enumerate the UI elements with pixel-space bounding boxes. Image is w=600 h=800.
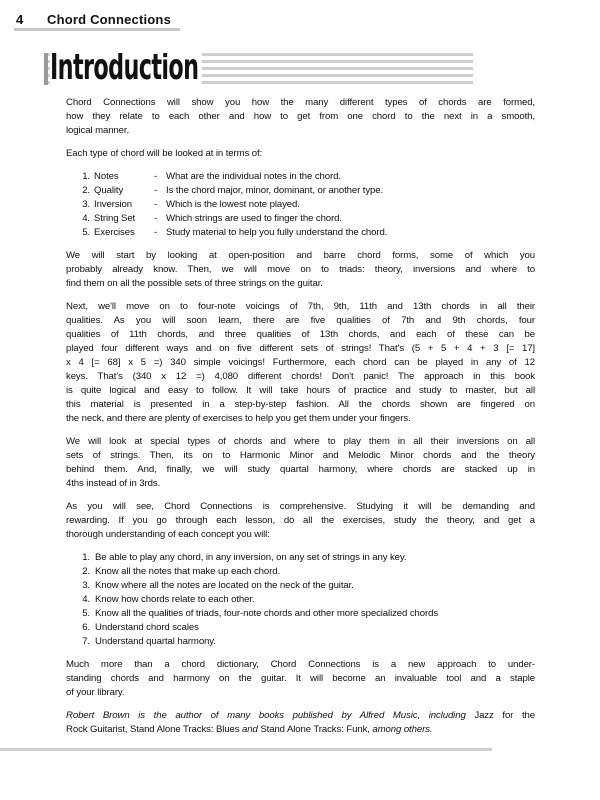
text-line: the neck, and there are plenty of exercises to help you get them under your fingers. [66,413,411,424]
text-line: As you will see, Chord Connections is comprehensive. Studying it will be demanding and [66,501,535,512]
text-line: sets of strings. Then, its on to Harmonic Minor and Melodic Minor chords and the theory [66,450,535,461]
term-lab: String Set [94,213,136,224]
goal-number: 1. [82,552,90,563]
paragraph [66,500,535,542]
term-item [78,184,535,198]
page-title: Introduction [50,53,202,85]
text-line: standing chords and harmony on the guitar. It will become an invaluable tool and a staple [66,673,535,684]
goal-number: 7. [82,636,90,647]
paragraph [66,658,535,700]
body-text [66,96,535,746]
term-n: 2. [82,185,90,196]
term-lab: Notes [94,171,119,182]
goal-item [78,551,535,565]
text-line: We will start by looking at open-position and barre chord forms, some of which you [66,250,535,261]
text-line: qualities. As you will soon learn, there are five qualities of 7th and 9th chords, four [66,315,535,326]
term-n: 1. [82,171,90,182]
paragraph [66,300,535,426]
text-line: probably already know. Then, we will move on to triads: theory, inversions and where to [66,264,535,275]
text-line: Next, we'll move on to four-note voicings of 7th, 9th, 11th and 13th chords in all their [66,301,535,312]
goal-number: 3. [82,580,90,591]
bio-text: among others. [372,724,433,735]
goal-item [78,635,535,649]
text-line: Each type of chord will be looked at in terms of: [66,148,263,159]
goal-item [78,621,535,635]
goal-item [78,607,535,621]
text-line: keys. That's (340 x 12 =) 4,080 different chords! Don't panic! The approach in this book [66,371,535,382]
term-dash: - [154,185,158,196]
text-line: this material is presented in a step-by-step fashion. All the chords shown are fingered on [66,399,535,410]
text-line: how they relate to each other and how to get from one chord to the next in a smooth, [66,111,535,122]
book-title: Chord Connections [47,12,172,27]
term-lab: Quality [94,185,124,196]
goal-number: 4. [82,594,90,605]
term-lab: Exercises [94,227,135,238]
text-line: played four different ways and on five different sets of strings! That's (5 + 5 + 4 + 3 [= 17] [66,343,535,354]
term-n: 3. [82,199,90,210]
goals-list [78,551,535,649]
text-line: qualities of 11th chords, and three qualities of 13th chords, and each of these can be [66,329,535,340]
text-line: is quite logical and easy to follow. It will take hours of practice and study to master, but all [66,385,535,396]
term-dash: - [154,171,158,182]
page-number: 4 [16,12,24,27]
term-desc: Which is the lowest note played. [166,199,300,210]
goal-text: Know where all the notes are located on the neck of the guitar. [95,580,354,591]
term-item [78,226,535,240]
term-desc: Which strings are used to finger the chord. [166,213,342,224]
term-desc: Study material to help you fully understand the chord. [166,227,388,238]
text-line: find them on all the possible sets of three strings on the guitar. [66,278,323,289]
goal-item [78,593,535,607]
text-line: We will look at special types of chords and where to play them in all their inversions on all [66,436,535,447]
text-line: thorough understanding of each concept you will: [66,529,270,540]
paragraph [66,147,535,161]
book-title-ref: Stand Alone Tracks: Funk, [260,724,370,735]
paragraph [66,249,535,291]
term-desc: Is the chord major, minor, dominant, or another type. [166,185,384,196]
goal-text: Understand quartal harmony. [95,636,216,647]
term-lab: Inversion [94,199,133,210]
text-line: 4ths instead of in 3rds. [66,478,161,489]
bio-text: and [242,724,258,735]
term-item [78,212,535,226]
term-n: 4. [82,213,90,224]
paragraph [66,96,535,138]
text-line: Chord Connections will show you how the many different types of chords are formed, [66,97,535,108]
book-title-ref: Rock Guitarist, Stand Alone Tracks: Blues [66,724,240,735]
term-item [78,170,535,184]
goal-text: Know all the qualities of triads, four-note chords and other more specialized chords [95,608,439,619]
text-line: logical manner. [66,125,130,136]
paragraph [66,435,535,491]
book-title-ref: Jazz for the [474,710,535,721]
goal-number: 5. [82,608,90,619]
goal-text: Understand chord scales [95,622,199,633]
goal-item [78,579,535,593]
header-rule [14,28,180,31]
goal-text: Know all the notes that make up each chord. [95,566,281,577]
text-line: behind them. And, finally, we will study quartal harmony, where chords are stacked up in [66,464,535,475]
term-dash: - [154,227,158,238]
terms-list [78,170,535,240]
author-bio [66,709,535,737]
title-block [44,53,473,85]
goal-number: 6. [82,622,90,633]
term-item [78,198,535,212]
term-dash: - [154,199,158,210]
bio-text: Robert Brown is the author of many books published by Alfred Music, including [66,710,466,721]
text-line: of your library. [66,687,125,698]
text-line: rewarding. If you go through each lesson, do all the exercises, study the theory, and get a [66,515,535,526]
goal-text: Be able to play any chord, in any inversion, on any set of strings in any key. [95,552,407,563]
term-desc: What are the individual notes in the chord. [166,171,341,182]
term-dash: - [154,213,158,224]
goal-text: Know how chords relate to each other. [95,594,255,605]
running-header [14,10,180,30]
title-accent-bar [44,53,48,85]
goal-number: 2. [82,566,90,577]
term-n: 5. [82,227,90,238]
goal-item [78,565,535,579]
text-line: x 4 [= 68] x 5 =) 340 simple voicings! Furthermore, each chord can be played in any of 12 [66,357,535,368]
footer-rule [0,748,492,751]
text-line: Much more than a chord dictionary, Chord Connections is a new approach to under- [66,659,535,670]
